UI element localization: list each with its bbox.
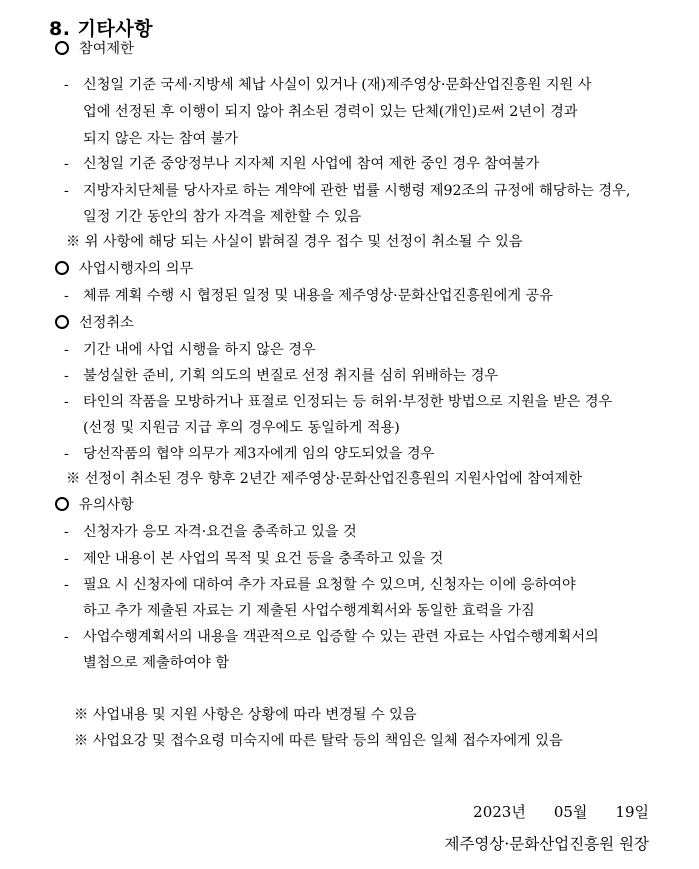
circle-bullet-icon xyxy=(55,41,69,55)
list-item-text: 제안 내용이 본 사업의 목적 및 요건 등을 충족하고 있을 것 xyxy=(83,551,444,567)
list-item-text: 타인의 작품을 모방하거나 표절로 인정되는 등 허위·부정한 방법으로 지원을 받은 경우 xyxy=(83,394,613,410)
heading-operator-duty xyxy=(55,260,193,278)
general-note: ※ 사업내용 및 지원 사항은 상황에 따라 변경될 수 있음 xyxy=(74,707,417,723)
list-item: - 체류 계획 수행 시 협정된 일정 및 내용을 제주영상·문화산업진흥원에게 공유 xyxy=(64,288,553,304)
heading-text: 선정취소 xyxy=(79,315,134,331)
list-item: - 기간 내에 사업 시행을 하지 않은 경우 xyxy=(64,342,316,358)
list-item-text: 신청일 기준 중앙정부나 지자체 지원 사업에 참여 제한 중인 경우 참여불가 xyxy=(83,156,540,172)
circle-bullet-icon xyxy=(55,261,69,275)
heading-text: 유의사항 xyxy=(79,497,134,513)
list-item: - 필요 시 신청자에 대하여 추가 자료를 요청할 수 있으며, 신청자는 이에 응하여야 xyxy=(64,577,576,593)
list-item-text: 필요 시 신청자에 대하여 추가 자료를 요청할 수 있으며, 신청자는 이에 응하여야 xyxy=(83,577,576,593)
heading-text: 사업시행자의 의무 xyxy=(79,261,194,277)
list-item: - 지방자치단체를 당사자로 하는 계약에 관한 법률 시행령 제92조의 규정에 해당하는 경우, xyxy=(64,183,631,199)
list-item: - 신청자가 응모 자격·요건을 충족하고 있을 것 xyxy=(64,524,357,540)
date-month: 05월 xyxy=(553,803,588,821)
list-item: - 제안 내용이 본 사업의 목적 및 요건 등을 충족하고 있을 것 xyxy=(64,551,444,567)
date-year: 2023년 xyxy=(473,803,526,821)
issue-date xyxy=(473,801,649,822)
list-item-continuation: 하고 추가 제출된 자료는 기 제출된 사업수행계획서와 동일한 효력을 가짐 xyxy=(83,603,535,619)
note-text: ※ 위 사항에 해당 되는 사실이 밝혀질 경우 접수 및 선정이 취소될 수 있음 xyxy=(66,234,523,250)
heading-participation-limit xyxy=(55,40,134,58)
list-item-continuation: 별첨으로 제출하여야 함 xyxy=(83,655,230,671)
list-item-text: 신청자가 응모 자격·요건을 충족하고 있을 것 xyxy=(83,524,357,540)
list-item: - 불성실한 준비, 기획 의도의 변질로 선정 취지를 심히 위배하는 경우 xyxy=(64,368,499,384)
list-item-continuation: 업에 선정된 후 이행이 되지 않아 취소된 경력이 있는 단체(개인)로써 2년이 경과 xyxy=(83,104,578,120)
circle-bullet-icon xyxy=(55,315,69,329)
heading-precautions xyxy=(55,496,134,514)
date-day: 19일 xyxy=(615,803,649,821)
list-item-text: 불성실한 준비, 기획 의도의 변질로 선정 취지를 심히 위배하는 경우 xyxy=(83,368,499,384)
heading-selection-cancel xyxy=(55,314,134,332)
list-item: - 사업수행계획서의 내용을 객관적으로 입증할 수 있는 관련 자료는 사업수행계획서의 xyxy=(64,629,599,645)
list-item: - 당선작품의 협약 의무가 제3자에게 임의 양도되었을 경우 xyxy=(64,446,435,462)
list-item-text: 사업수행계획서의 내용을 객관적으로 입증할 수 있는 관련 자료는 사업수행계획서의 xyxy=(83,629,599,645)
circle-bullet-icon xyxy=(55,497,69,511)
issuer-signature: 제주영상·문화산업진흥원 원장 xyxy=(444,835,649,853)
list-item-text: 신청일 기준 국세·지방세 체납 사실이 있거나 (재)제주영상·문화산업진흥원 지원 사 xyxy=(83,77,592,93)
list-item-continuation: (선정 및 지원금 지급 후의 경우에도 동일하게 적용) xyxy=(83,420,400,436)
list-item: - 신청일 기준 중앙정부나 지자체 지원 사업에 참여 제한 중인 경우 참여불가 xyxy=(64,156,540,172)
list-item-text: 체류 계획 수행 시 협정된 일정 및 내용을 제주영상·문화산업진흥원에게 공유 xyxy=(83,288,553,304)
list-item-continuation: 되지 않은 자는 참여 불가 xyxy=(83,131,239,147)
heading-text: 참여제한 xyxy=(79,41,134,57)
note-text: ※ 선정이 취소된 경우 향후 2년간 제주영상·문화산업진흥원의 지원사업에 참여제한 xyxy=(66,471,583,487)
list-item: - 타인의 작품을 모방하거나 표절로 인정되는 등 허위·부정한 방법으로 지원을 받은 경우 xyxy=(64,394,613,410)
list-item-continuation: 일정 기간 동안의 참가 자격을 제한할 수 있음 xyxy=(83,209,362,225)
list-item-text: 지방자치단체를 당사자로 하는 계약에 관한 법률 시행령 제92조의 규정에 해당하는 경우, xyxy=(83,183,631,199)
list-item-text: 당선작품의 협약 의무가 제3자에게 임의 양도되었을 경우 xyxy=(83,446,435,462)
list-item-text: 기간 내에 사업 시행을 하지 않은 경우 xyxy=(83,342,316,358)
section-title: 8. 기타사항 xyxy=(49,18,153,40)
list-item: - 신청일 기준 국세·지방세 체납 사실이 있거나 (재)제주영상·문화산업진흥원 지원 사 xyxy=(64,77,592,93)
general-note: ※ 사업요강 및 접수요령 미숙지에 따른 탈락 등의 책임은 일체 접수자에게 있음 xyxy=(74,733,563,749)
